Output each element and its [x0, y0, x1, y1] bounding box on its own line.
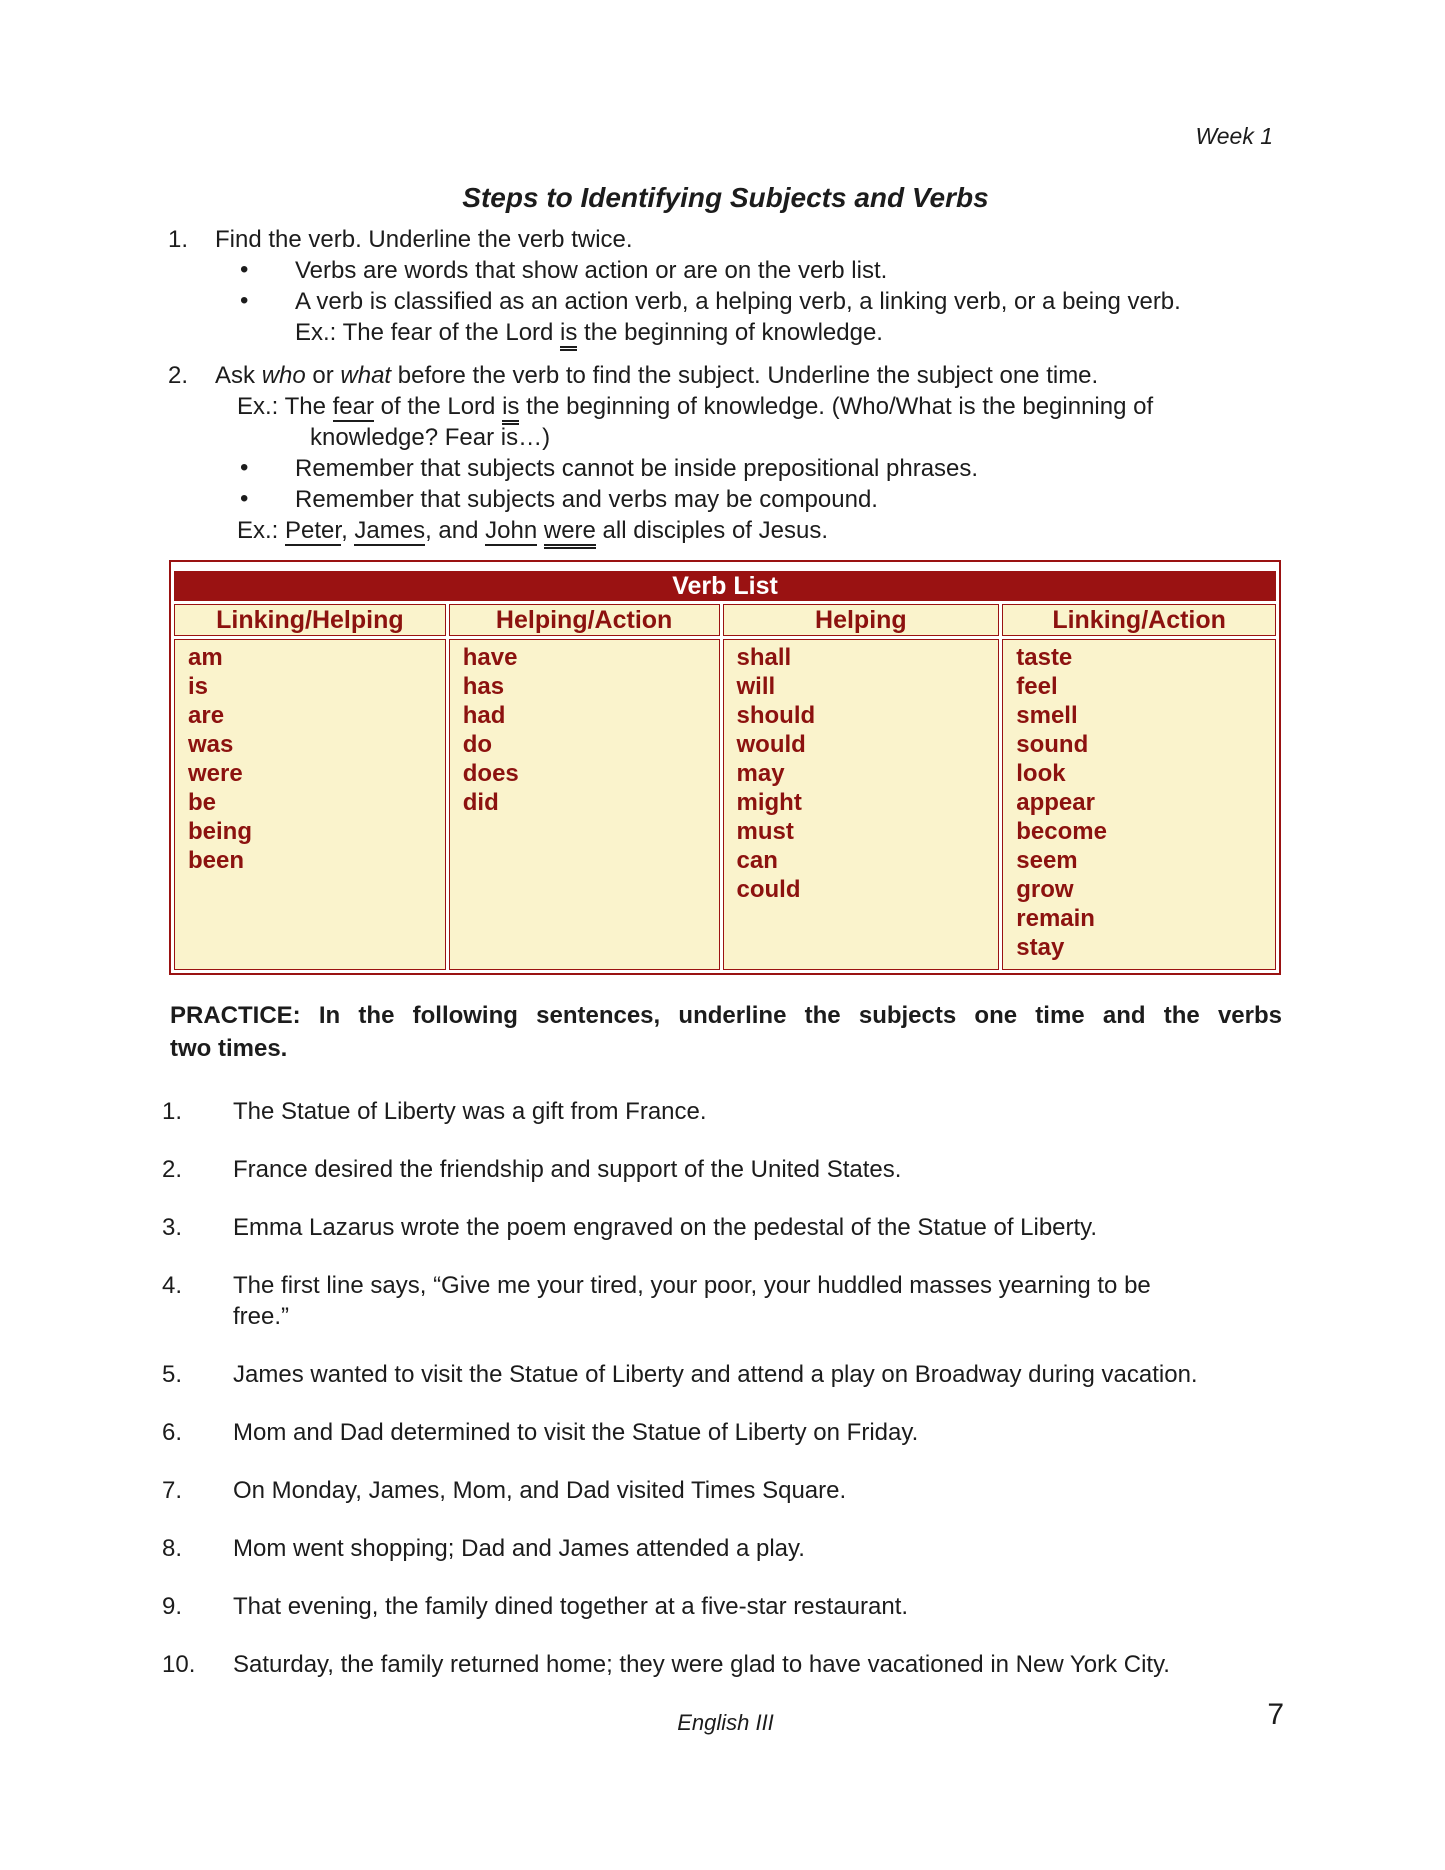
verb: sound [1016, 731, 1089, 758]
verb: grow [1016, 876, 1074, 903]
sentence-text: Saturday, the family returned home; they were glad to have vacationed in New York City. [233, 1651, 1170, 1678]
sentence-text: James wanted to visit the Statue of Liberty and attend a play on Broadway during vacation. [233, 1361, 1198, 1388]
verb: had [462, 702, 506, 729]
verb-table-header-row [174, 604, 1276, 636]
sentence-text: Emma Lazarus wrote the poem engraved on the pedestal of the Statue of Liberty. [233, 1214, 1098, 1241]
column-header: Helping/Action [449, 604, 720, 636]
verb: can [736, 847, 778, 874]
verb: being [188, 818, 252, 845]
step-item [168, 224, 1290, 255]
verb: should [736, 702, 816, 729]
verb: might [736, 789, 802, 816]
verb: did [462, 789, 499, 816]
verb: could [736, 876, 801, 903]
sentence-text: France desired the friendship and support of the United States. [233, 1156, 902, 1183]
verb: smell [1016, 702, 1078, 729]
practice-heading [170, 999, 1282, 1065]
week-label: Week 1 [1195, 123, 1273, 149]
sentence-item [158, 1270, 1285, 1332]
sentence-number: 2. [162, 1156, 183, 1183]
sentence-item [158, 1475, 1285, 1506]
verb-table [169, 560, 1281, 975]
sentence-number: 9. [162, 1593, 183, 1620]
step-bullet [168, 255, 1290, 286]
sentence-text: The first line says, “Give me your tired, your poor, your huddled masses yearning to be [233, 1272, 1151, 1299]
verb: seem [1016, 847, 1078, 874]
sentence-item [158, 1212, 1285, 1243]
steps-list [168, 224, 1290, 546]
step-number: 2. [168, 362, 189, 389]
sentence-number: 8. [162, 1535, 183, 1562]
bullet-icon: • [240, 485, 249, 512]
sentence-number: 10. [162, 1651, 196, 1678]
example-text: knowledge? Fear is…) [310, 424, 551, 451]
bullet-icon: • [240, 287, 249, 314]
footer-course-label: English III [677, 1710, 774, 1735]
verb: is [188, 673, 209, 700]
verb: become [1016, 818, 1107, 845]
practice-heading-line2: two times. [170, 1035, 288, 1062]
sentence-number: 4. [162, 1272, 183, 1299]
example-line [168, 391, 1290, 422]
column-header: Helping [723, 604, 1000, 636]
verb-table-body [174, 639, 1276, 970]
verb: appear [1016, 789, 1095, 816]
verb: shall [736, 644, 792, 671]
example-line-continuation [168, 422, 1290, 453]
verb: stay [1016, 934, 1065, 961]
sentence-text: The Statue of Liberty was a gift from France. [233, 1098, 707, 1125]
verb-column-helping-action [449, 639, 720, 970]
sentence-text: On Monday, James, Mom, and Dad visited Times Square. [233, 1477, 847, 1504]
verb: may [736, 760, 785, 787]
example-text: Ex.: The fear of the Lord is the beginning of knowledge. [295, 319, 883, 351]
verb: are [188, 702, 225, 729]
step-bullet [168, 484, 1290, 515]
column-header: Linking/Action [1002, 604, 1276, 636]
verb: were [188, 760, 243, 787]
verb: must [736, 818, 794, 845]
sentence-item [158, 1096, 1285, 1127]
verb: taste [1016, 644, 1073, 671]
sentence-item [158, 1154, 1285, 1185]
column-header: Linking/Helping [174, 604, 446, 636]
verb-column-linking-helping [174, 639, 446, 970]
verb-column-helping [723, 639, 1000, 970]
sentence-item [158, 1417, 1285, 1448]
step-bullet [168, 286, 1290, 317]
verb: does [462, 760, 519, 787]
verb: be [188, 789, 217, 816]
verb-column-linking-action [1002, 639, 1276, 970]
bullet-text: Verbs are words that show action or are on the verb list. [295, 257, 888, 284]
sentence-number: 6. [162, 1419, 183, 1446]
verb: been [188, 847, 245, 874]
verb: remain [1016, 905, 1095, 932]
page-title: Steps to Identifying Subjects and Verbs [462, 182, 989, 213]
verb: feel [1016, 673, 1058, 700]
verb: would [736, 731, 806, 758]
step-item [168, 360, 1290, 391]
verb: was [188, 731, 234, 758]
sentence-text: Mom went shopping; Dad and James attended a play. [233, 1535, 805, 1562]
example-text: Ex.: Peter, James, and John were all disciples of Jesus. [237, 517, 828, 549]
practice-heading-line1: PRACTICE: In the following sentences, underline the subjects one time and the verbs [170, 1002, 1282, 1029]
bullet-text: Remember that subjects cannot be inside prepositional phrases. [295, 455, 979, 482]
sentence-text: Mom and Dad determined to visit the Statue of Liberty on Friday. [233, 1419, 919, 1446]
sentence-text: That evening, the family dined together at a five-star restaurant. [233, 1593, 909, 1620]
bullet-text: Remember that subjects and verbs may be compound. [295, 486, 878, 513]
sentence-item [158, 1591, 1285, 1622]
verb-table-title: Verb List [174, 571, 1276, 601]
sentence-number: 3. [162, 1214, 183, 1241]
example-text: Ex.: The fear of the Lord is the beginning of knowledge. (Who/What is the beginning of [237, 393, 1153, 425]
step-text: Ask who or what before the verb to find the subject. Underline the subject one time. [215, 362, 1099, 389]
step-number: 1. [168, 226, 189, 253]
sentence-number: 7. [162, 1477, 183, 1504]
bullet-icon: • [240, 256, 249, 283]
page-number: 7 [1267, 1698, 1284, 1731]
verb: do [462, 731, 493, 758]
sentence-number: 1. [162, 1098, 183, 1125]
step-text: Find the verb. Underline the verb twice. [215, 226, 633, 253]
example-line [168, 317, 1290, 348]
verb: am [188, 644, 223, 671]
example-line [168, 515, 1290, 546]
verb: look [1016, 760, 1066, 787]
sentence-item [158, 1649, 1285, 1680]
sentence-item [158, 1533, 1285, 1564]
sentence-text: free.” [233, 1303, 290, 1330]
bullet-icon: • [240, 454, 249, 481]
sentence-number: 5. [162, 1361, 183, 1388]
verb: will [736, 673, 776, 700]
sentence-item [158, 1359, 1285, 1390]
practice-sentences [158, 1096, 1285, 1707]
step-bullet [168, 453, 1290, 484]
verb: has [462, 673, 505, 700]
verb: have [462, 644, 518, 671]
bullet-text: A verb is classified as an action verb, a helping verb, a linking verb, or a being verb. [295, 288, 1181, 315]
